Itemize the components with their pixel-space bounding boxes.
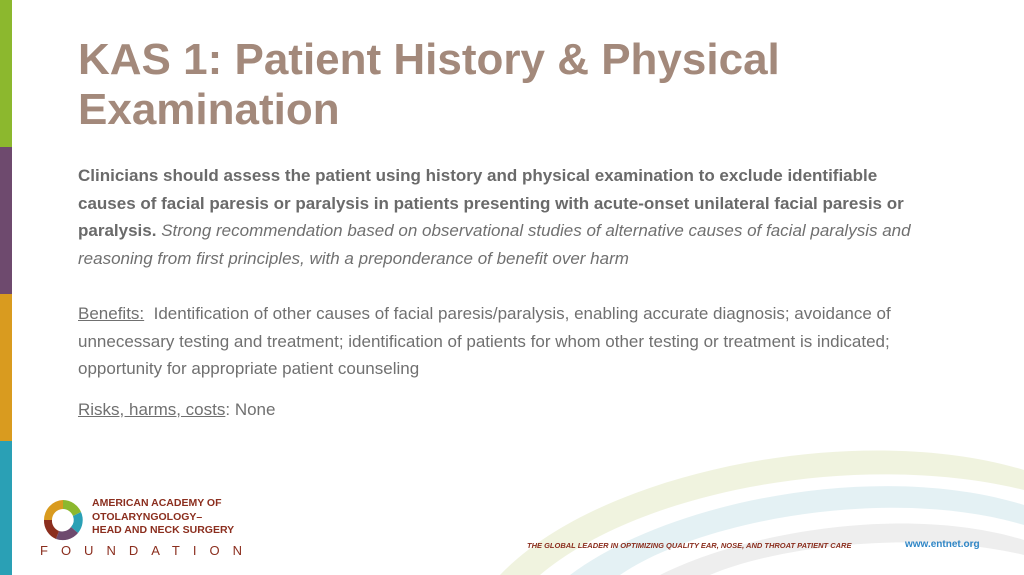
statement-bold: Clinicians should assess the patient using history and physical examination to exclude identifiable causes of facial paresis or paralysis in patients presenting with acute-onset unilateral facial paresis or paralysis. <box>78 166 904 240</box>
sidebar-green-bar <box>0 0 12 147</box>
benefits-text: Identification of other causes of facial paresis/paralysis, enabling accurate diagnosis; avoidance of unnecessary testing and treatment; identification of patients for whom other testing or treatment is indicated; opportunity for appropriate patient counseling <box>78 304 891 378</box>
foundation-label: FOUNDATION <box>40 543 255 558</box>
organization-name <box>92 497 234 538</box>
slide-title: KAS 1: Patient History & Physical Examination <box>78 35 780 134</box>
recommendation-statement <box>78 162 928 272</box>
org-line-1: AMERICAN ACADEMY OF <box>92 497 222 509</box>
risks-label: Risks, harms, costs <box>78 399 226 419</box>
slide-content <box>78 162 928 423</box>
risks-separator: : <box>225 399 231 419</box>
decorative-swoosh <box>480 430 1024 575</box>
sidebar-gold-bar <box>0 294 12 441</box>
color-sidebar <box>0 0 12 575</box>
aao-hns-logo-icon <box>38 495 88 545</box>
benefits-paragraph <box>78 300 928 383</box>
org-line-2: OTOLARYNGOLOGY– <box>92 510 203 523</box>
org-line-3: HEAD AND NECK SURGERY <box>92 524 235 536</box>
statement-italic: Strong recommendation based on observational studies of alternative causes of facial paralysis and reasoning from first principles, with a preponderance of benefit over harm <box>78 221 911 268</box>
sidebar-purple-bar <box>0 147 12 294</box>
benefits-label: Benefits: <box>78 304 145 323</box>
risks-text: None <box>234 399 276 419</box>
website-link[interactable]: www.entnet.org <box>905 539 980 550</box>
footer-tagline: THE GLOBAL LEADER IN OPTIMIZING QUALITY EAR, NOSE, AND THROAT PATIENT CARE <box>527 541 852 550</box>
sidebar-teal-bar <box>0 441 12 575</box>
risks-paragraph <box>78 396 928 424</box>
